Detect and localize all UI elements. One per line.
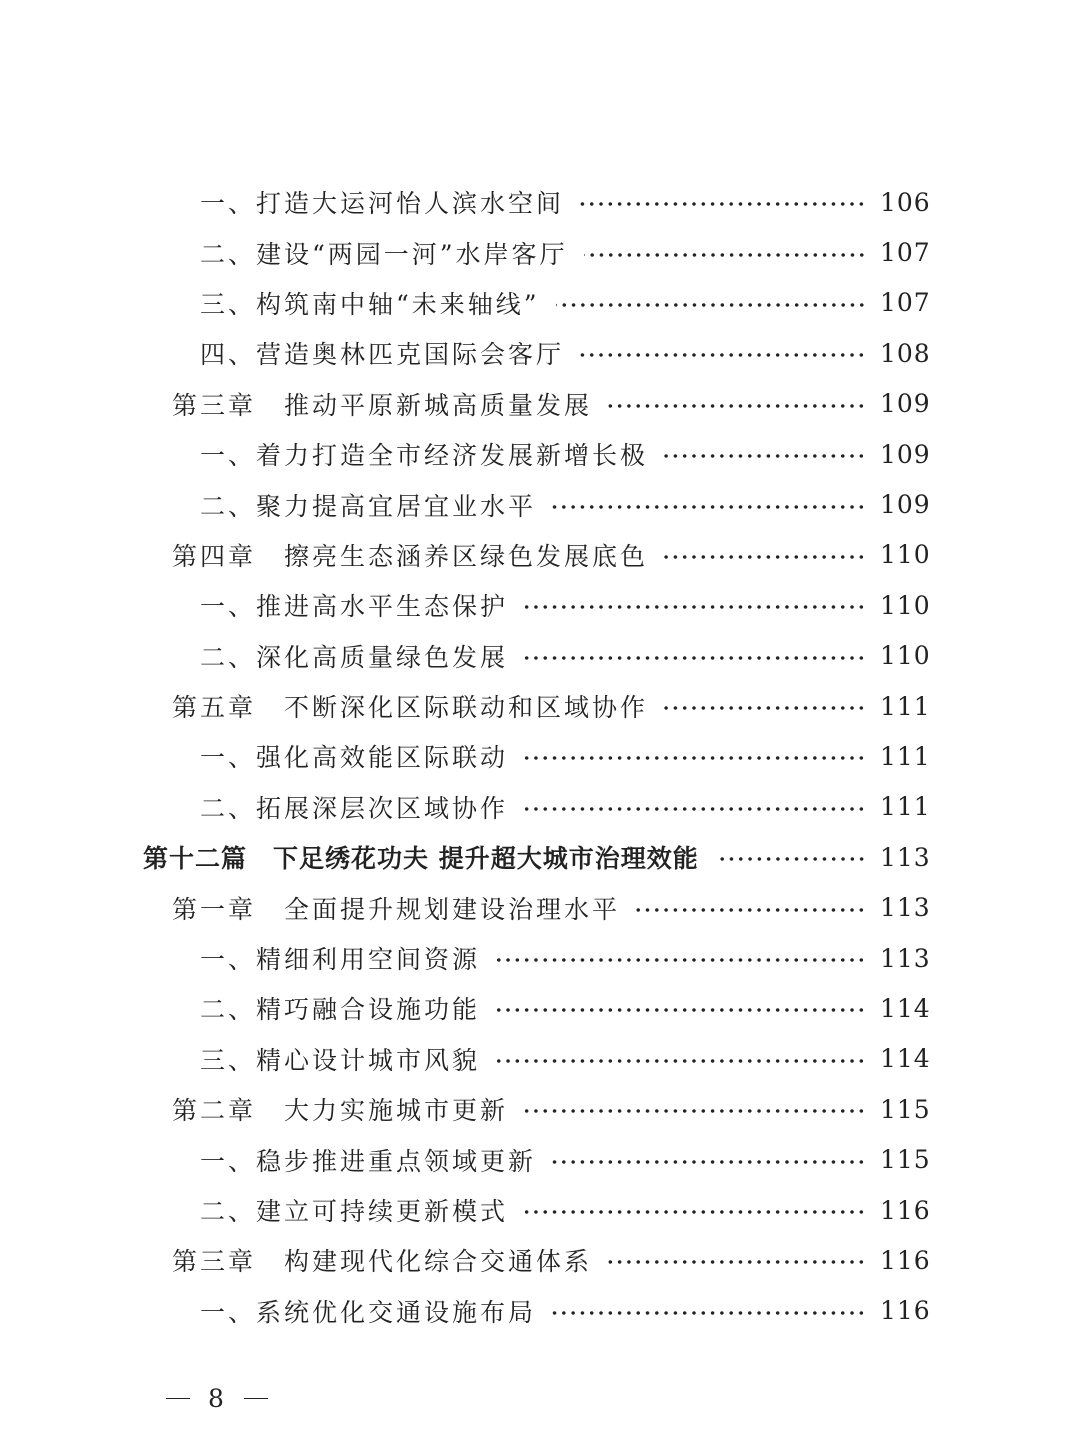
toc-entry-page: 110: [880, 540, 931, 570]
toc-entry-page: 113: [880, 893, 931, 923]
toc-entry-title: 一、精细利用空间资源: [200, 945, 481, 975]
toc-entry-title: 第十二篇 下足绣花功夫 提升超大城市治理效能: [143, 844, 699, 874]
toc-entry[interactable]: [0, 328, 1080, 378]
toc-entry-title: 第二章 大力实施城市更新: [172, 1096, 509, 1126]
toc-leader-dots: [715, 857, 866, 861]
toc-leader-dots: [496, 958, 866, 962]
toc-entry-page: 114: [880, 993, 931, 1023]
toc-leader-dots: [664, 555, 866, 559]
toc-entry[interactable]: [0, 1034, 1080, 1084]
toc-entry-title: 二、拓展深层次区域协作: [200, 793, 509, 823]
toc-leader-dots: [524, 1109, 866, 1113]
toc-entry[interactable]: [0, 177, 1080, 227]
toc-entry-page: 116: [880, 1245, 931, 1275]
page-number: 8: [208, 1384, 226, 1413]
toc-entry-page: 114: [880, 1044, 931, 1074]
toc-chapter-entry[interactable]: [0, 530, 1080, 580]
toc-leader-dots: [524, 756, 866, 760]
toc-leader-dots: [580, 202, 866, 206]
footer-dash-right: [244, 1398, 268, 1400]
toc-entry-title: 第五章 不断深化区际联动和区域协作: [172, 693, 649, 723]
toc-entry-page: 107: [880, 288, 931, 318]
toc-entry-page: 116: [880, 1195, 931, 1225]
toc-entry-page: 110: [880, 641, 931, 671]
toc-leader-dots: [608, 1260, 866, 1264]
toc-entry-title: 二、建立可持续更新模式: [200, 1197, 509, 1226]
toc-chapter-entry[interactable]: [0, 379, 1080, 429]
toc-entry[interactable]: [0, 1286, 1080, 1336]
toc-chapter-entry[interactable]: [0, 1235, 1080, 1285]
toc-entry-title: 一、强化高效能区际联动: [200, 743, 509, 773]
toc-leader-dots: [584, 253, 866, 257]
toc-entry-title: 一、打造大运河怡人滨水空间: [200, 189, 565, 219]
toc-chapter-entry[interactable]: [0, 882, 1080, 932]
toc-entry-title: 一、稳步推进重点领域更新: [200, 1146, 537, 1176]
toc-entry-page: 111: [880, 741, 931, 771]
toc-leader-dots: [552, 1311, 866, 1315]
toc-entry-page: 115: [880, 1145, 931, 1175]
toc-entry[interactable]: [0, 278, 1080, 328]
toc-leader-dots: [496, 1059, 866, 1063]
toc-entry-page: 111: [880, 792, 931, 822]
toc-entry-page: 110: [880, 590, 931, 620]
toc-entry-title: 三、构筑南中轴“未来轴线”: [200, 289, 540, 319]
page-footer: [166, 1384, 268, 1413]
toc-entry-title: 四、营造奥林匹克国际会客厅: [200, 340, 565, 370]
toc-leader-dots: [556, 303, 866, 307]
toc-leader-dots: [664, 706, 866, 710]
toc-entry[interactable]: [0, 631, 1080, 681]
toc-entry[interactable]: [0, 731, 1080, 781]
toc-entry[interactable]: [0, 782, 1080, 832]
toc-part-entry[interactable]: [0, 832, 1080, 882]
toc-entry-title: 第三章 构建现代化综合交通体系: [172, 1247, 593, 1277]
toc-entry-page: 113: [880, 842, 931, 872]
toc-entry-title: 第一章 全面提升规划建设治理水平: [172, 894, 621, 924]
toc-entry-page: 108: [880, 338, 931, 368]
toc-leader-dots: [552, 1160, 866, 1164]
toc-leader-dots: [580, 353, 866, 357]
toc-entry-page: 107: [880, 238, 931, 268]
toc-leader-dots: [524, 656, 866, 660]
toc-entry-page: 109: [880, 490, 931, 520]
toc-entry[interactable]: [0, 1185, 1080, 1235]
toc-leader-dots: [664, 454, 866, 458]
toc-entry[interactable]: [0, 429, 1080, 479]
toc-leader-dots: [524, 605, 866, 609]
toc-leader-dots: [636, 908, 866, 912]
toc-entry[interactable]: [0, 227, 1080, 277]
toc-entry[interactable]: [0, 933, 1080, 983]
toc-leader-dots: [524, 807, 866, 811]
toc-leader-dots: [496, 1008, 866, 1012]
toc-entry-title: 一、系统优化交通设施布局: [200, 1297, 537, 1327]
toc-leader-dots: [524, 1210, 866, 1214]
toc-leader-dots: [608, 404, 866, 408]
toc-entry-title: 一、推进高水平生态保护: [200, 592, 509, 622]
toc-entry-page: 109: [880, 439, 931, 469]
toc-entry-title: 二、聚力提高宜居宜业水平: [200, 491, 537, 521]
toc-entry-title: 三、精心设计城市风貌: [200, 1045, 481, 1075]
toc-entry[interactable]: [0, 479, 1080, 529]
table-of-contents: [0, 177, 1080, 1336]
toc-entry-title: 二、深化高质量绿色发展: [200, 642, 509, 672]
toc-entry-page: 106: [880, 187, 931, 217]
toc-entry-title: 第四章 擦亮生态涵养区绿色发展底色: [172, 541, 649, 571]
toc-entry[interactable]: [0, 1134, 1080, 1184]
toc-entry[interactable]: [0, 580, 1080, 630]
toc-entry-page: 115: [880, 1094, 931, 1124]
toc-entry-title: 第三章 推动平原新城高质量发展: [172, 390, 593, 420]
toc-entry-title: 二、建设“两园一河”水岸客厅: [200, 239, 568, 269]
toc-entry-page: 111: [880, 691, 931, 721]
toc-entry-title: 二、精巧融合设施功能: [200, 995, 481, 1025]
toc-leader-dots: [552, 505, 866, 509]
toc-chapter-entry[interactable]: [0, 681, 1080, 731]
toc-entry[interactable]: [0, 983, 1080, 1033]
toc-entry-page: 109: [880, 389, 931, 419]
toc-entry-page: 116: [880, 1296, 931, 1326]
toc-entry-title: 一、着力打造全市经济发展新增长极: [200, 441, 649, 471]
toc-chapter-entry[interactable]: [0, 1084, 1080, 1134]
toc-entry-page: 113: [880, 943, 931, 973]
footer-dash-left: [166, 1398, 190, 1400]
